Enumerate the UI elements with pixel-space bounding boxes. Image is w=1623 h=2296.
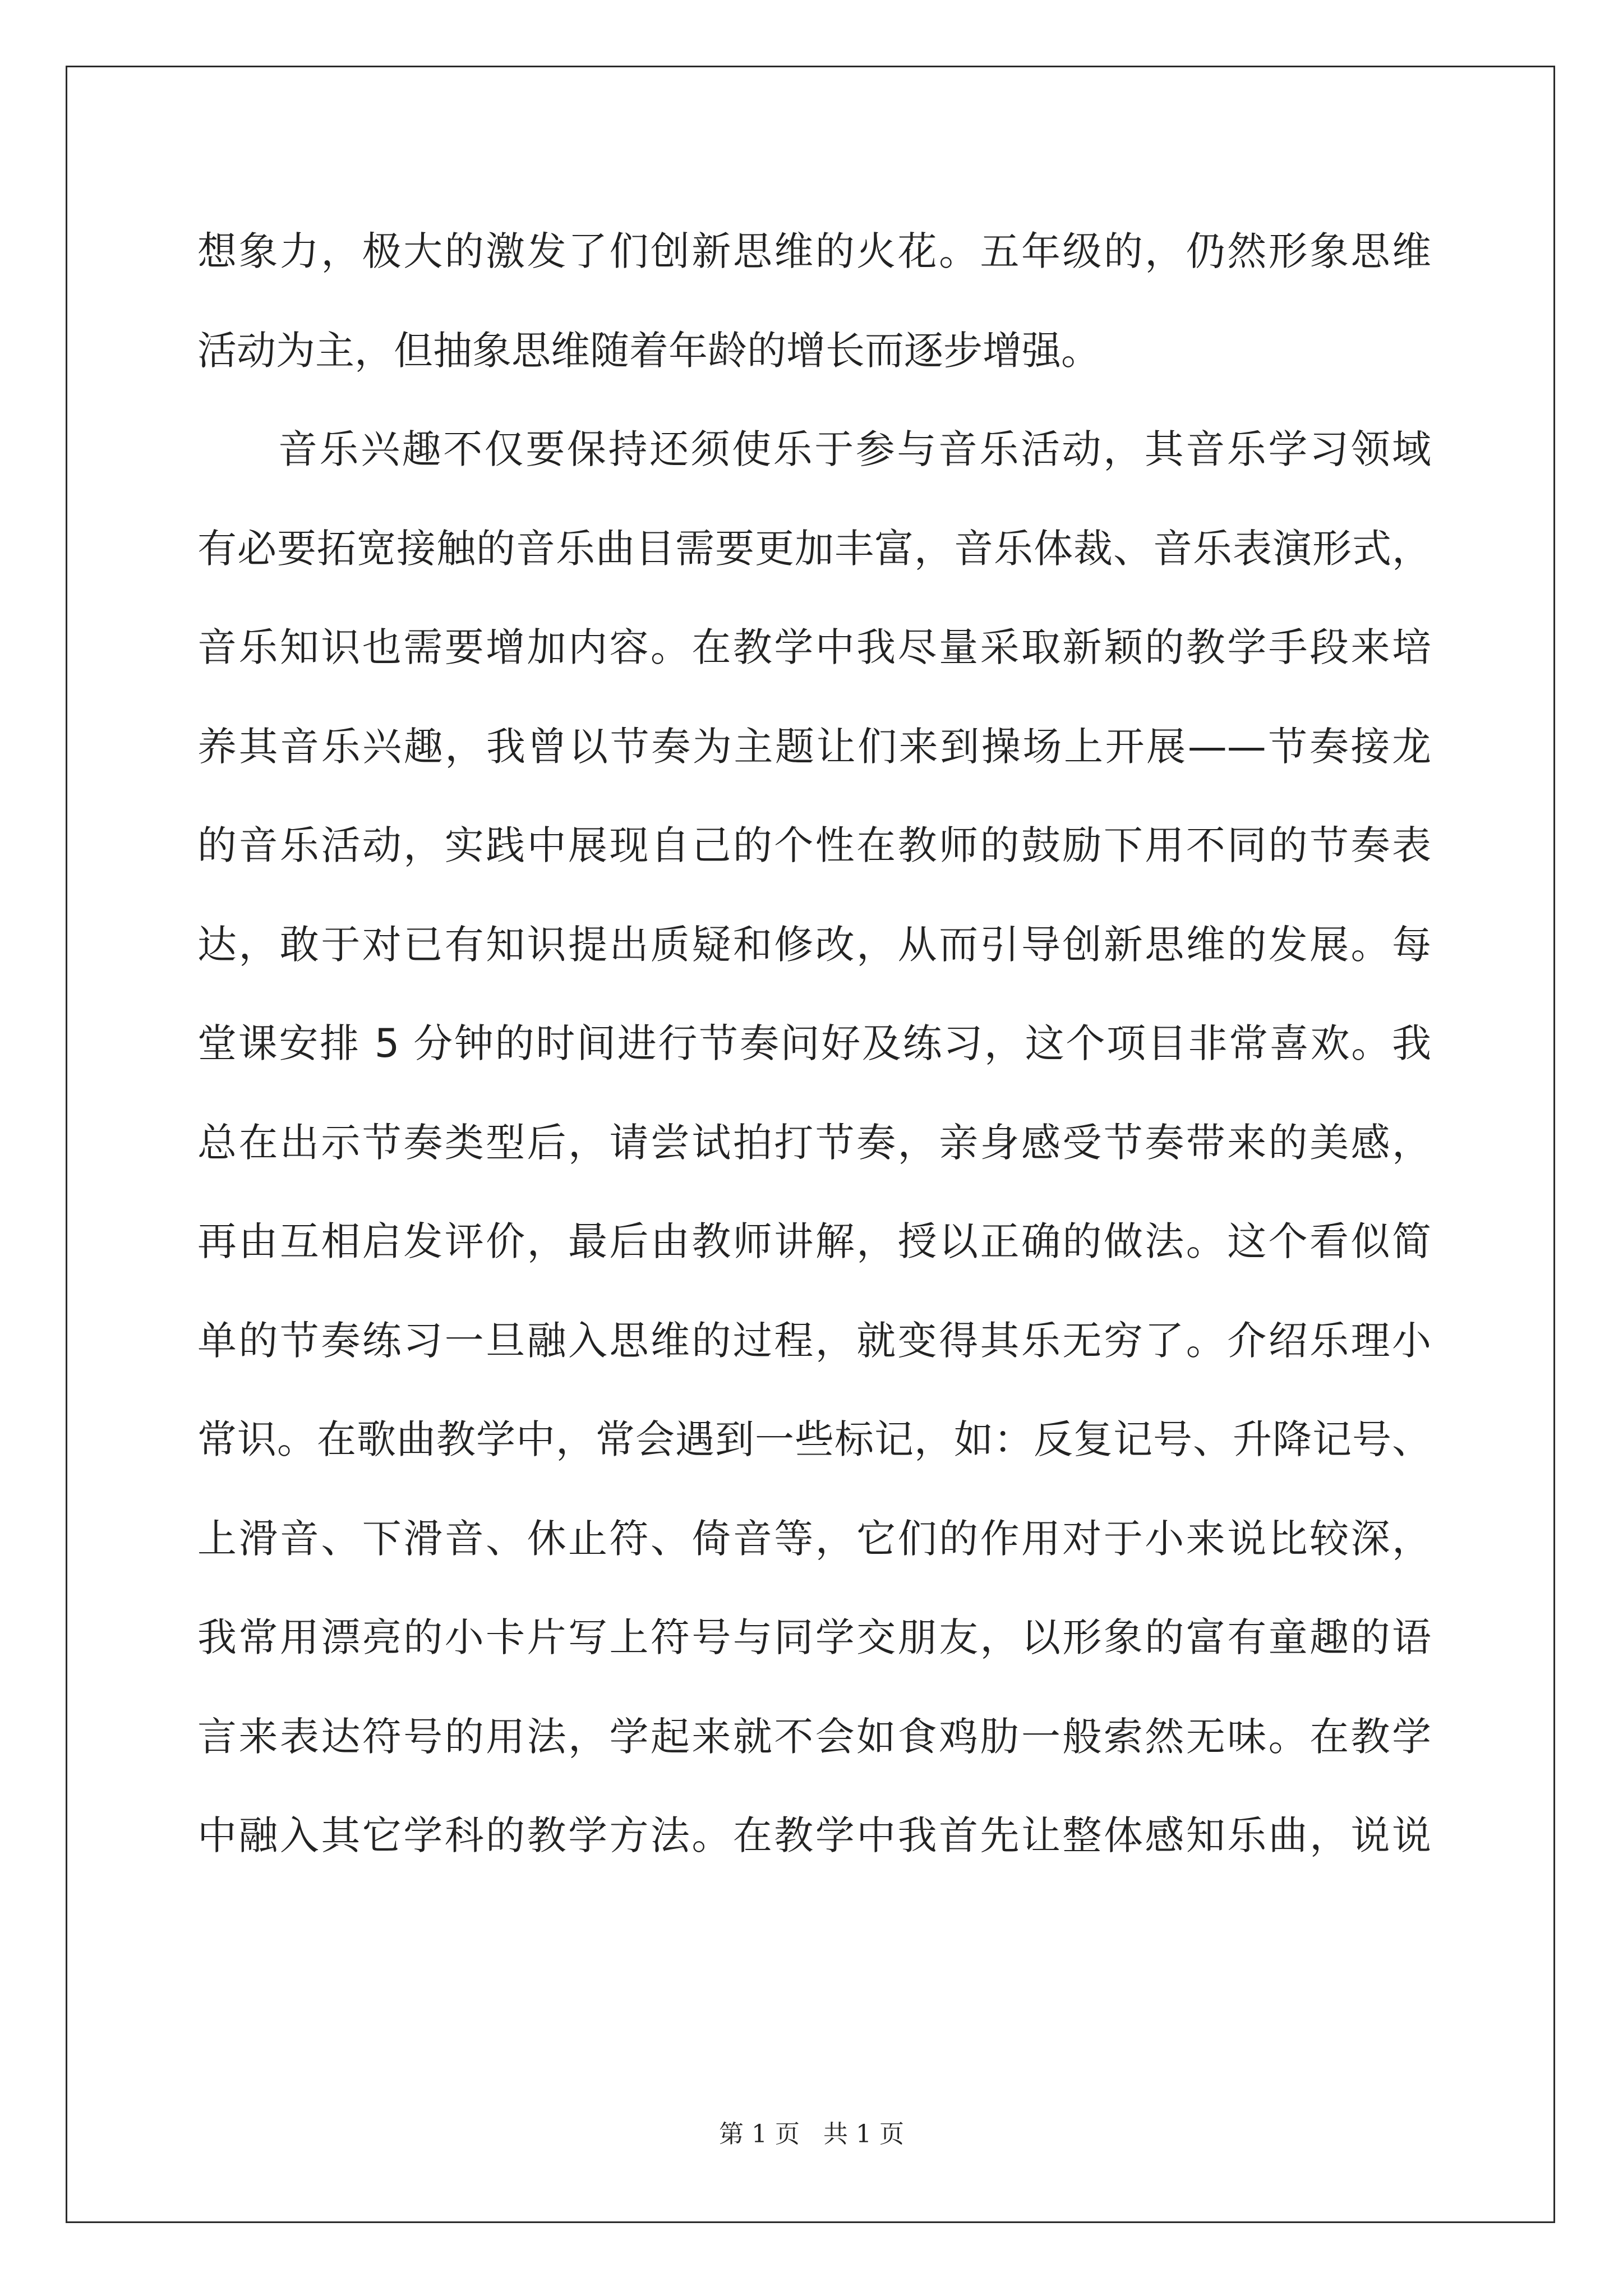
text-line: 音乐知识也需要增加内容。在教学中我尽量采取新颖的教学手段来培 bbox=[197, 624, 1431, 670]
document-body bbox=[197, 202, 1431, 1885]
page-number-footer: 第 1 页 共 1 页 bbox=[719, 2120, 904, 2148]
text-line: 有必要拓宽接触的音乐曲目需要更加丰富，音乐体裁、音乐表演形式， bbox=[197, 525, 1431, 572]
text-line: 言来表达符号的用法，学起来就不会如食鸡肋一般索然无味。在教学 bbox=[197, 1713, 1431, 1760]
text-line: 想象力，极大的激发了们创新思维的火花。五年级的，仍然形象思维 bbox=[197, 228, 1431, 274]
text-line: 活动为主，但抽象思维随着年龄的增长而逐步增强。 bbox=[197, 327, 1100, 374]
text-line: 再由互相启发评价，最后由教师讲解，授以正确的做法。这个看似简 bbox=[197, 1218, 1431, 1264]
text-line: 我常用漂亮的小卡片写上符号与同学交朋友，以形象的富有童趣的语 bbox=[197, 1614, 1431, 1660]
text-line: 中融入其它学科的教学方法。在教学中我首先让整体感知乐曲，说说 bbox=[197, 1812, 1431, 1858]
text-line: 上滑音、下滑音、休止符、倚音等，它们的作用对于小来说比较深， bbox=[197, 1515, 1431, 1562]
text-line: 总在出示节奏类型后，请尝试拍打节奏，亲身感受节奏带来的美感， bbox=[197, 1119, 1431, 1166]
text-line: 单的节奏练习一旦融入思维的过程，就变得其乐无穷了。介绍乐理小 bbox=[197, 1317, 1431, 1364]
text-line: 达，敢于对已有知识提出质疑和修改，从而引导创新思维的发展。每 bbox=[197, 921, 1431, 968]
text-line: 的音乐活动，实践中展现自己的个性在教师的鼓励下用不同的节奏表 bbox=[197, 822, 1431, 868]
text-line: 常识。在歌曲教学中，常会遇到一些标记，如：反复记号、升降记号、 bbox=[197, 1416, 1431, 1462]
text-line: 堂课安排 5 分钟的时间进行节奏问好及练习，这个项目非常喜欢。我 bbox=[197, 1020, 1431, 1066]
paragraph-first-line: 音乐兴趣不仅要保持还须使乐于参与音乐活动，其音乐学习领域 bbox=[278, 426, 1431, 472]
text-line: 养其音乐兴趣，我曾以节奏为主题让们来到操场上开展——节奏接龙 bbox=[197, 723, 1431, 770]
